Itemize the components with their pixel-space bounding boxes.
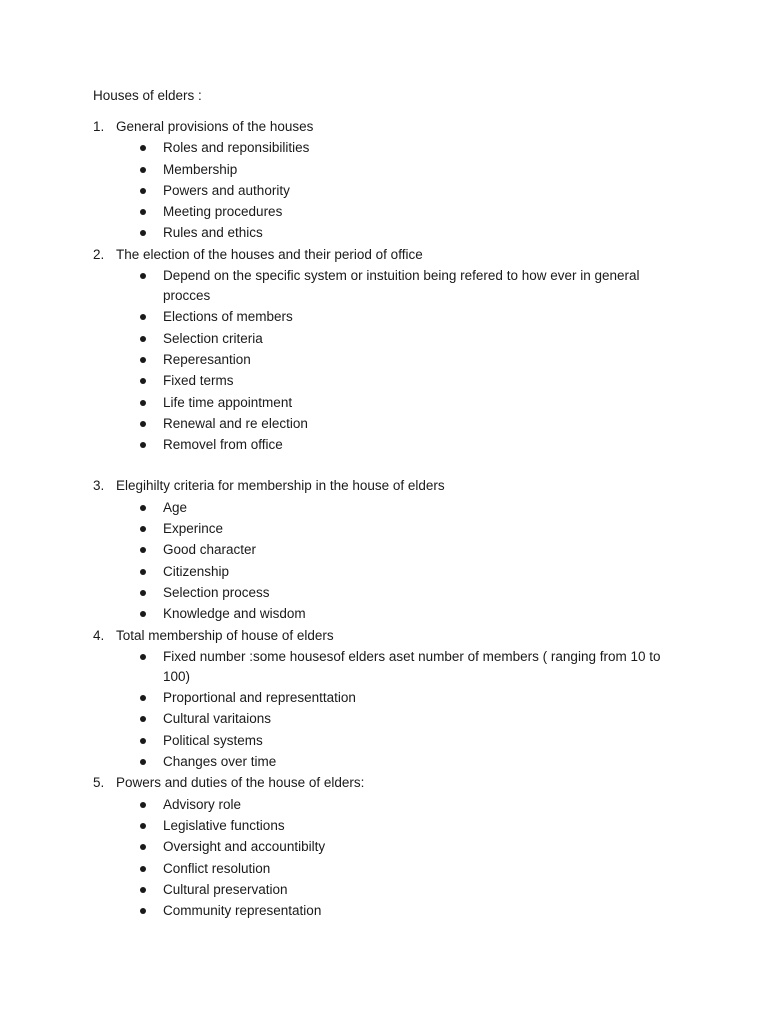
section-heading-text: Total membership of house of elders [116,627,334,643]
bullet-icon [140,908,146,914]
section-number: 2. [93,246,105,262]
list-item-text: Selection criteria [163,330,263,346]
bullet-icon [140,421,146,427]
list-item-text: Advisory role [163,796,242,812]
list-item-text: Depend on the specific system or instuition being refered to how ever in general procces [163,268,640,304]
list-item [0,181,670,202]
list-item-text: Life time appointment [163,394,293,410]
list-item-text: Removel from office [163,437,283,453]
section-heading [0,245,768,266]
list-item [0,138,670,159]
bullet-icon [140,716,146,722]
list-item [0,202,670,223]
list-item-text: Fixed number :some housesof elders aset number of members ( ranging from 10 to 100) [163,648,661,684]
list-item [0,731,670,752]
list-item [0,540,670,561]
list-item-text: Membership [163,161,238,177]
bullet-icon [140,802,146,808]
bullet-icon [140,378,146,384]
list-item-text: Cultural varitaions [163,711,272,727]
list-item [0,266,670,307]
list-item-text: Meeting procedures [163,204,283,220]
list-item-text: Citizenship [163,563,230,579]
section-1 [0,117,768,245]
list-item-text: Political systems [163,732,263,748]
bullet-list [0,498,768,626]
section-number: 4. [93,627,105,643]
section-heading-text: General provisions of the houses [116,119,314,134]
list-item-text: Legislative functions [163,817,285,833]
list-item-text: Powers and authority [163,182,290,198]
list-item-text: Reperesantion [163,351,251,367]
bullet-icon [140,145,146,151]
bullet-icon [140,887,146,893]
list-item-text: Changes over time [163,754,277,770]
list-item-text: Cultural preservation [163,881,288,897]
list-item [0,498,670,519]
bullet-icon [140,738,146,744]
bullet-list [0,795,768,923]
section-5 [0,773,768,922]
section-heading-text: The election of the houses and their period of office [116,246,423,262]
list-item [0,859,670,880]
list-item-text: Experince [163,521,224,537]
list-item [0,223,670,244]
list-item [0,583,670,604]
list-item-text: Community representation [163,903,322,919]
list-item [0,350,670,371]
list-item-text: Renewal and re election [163,415,308,431]
list-item [0,901,670,922]
bullet-icon [140,590,146,596]
list-item-text: Age [163,499,188,515]
list-item [0,519,670,540]
list-item [0,604,670,625]
section-number: 1. [93,119,105,134]
list-item [0,709,670,730]
bullet-icon [140,759,146,765]
bullet-icon [140,442,146,448]
bullet-icon [140,230,146,236]
bullet-icon [140,823,146,829]
list-item [0,562,670,583]
list-item-text: Oversight and accountibilty [163,839,326,855]
list-item [0,414,670,435]
list-item [0,837,670,858]
bullet-icon [140,505,146,511]
list-item [0,307,670,328]
bullet-icon [140,569,146,575]
section-heading-text: Powers and duties of the house of elders: [116,775,365,791]
list-item [0,329,670,350]
bullet-icon [140,188,146,194]
section-3 [0,476,768,625]
bullet-icon [140,866,146,872]
bullet-icon [140,526,146,532]
list-item-text: Knowledge and wisdom [163,606,306,622]
section-heading-text: Elegihilty criteria for membership in the house of elders [116,478,445,494]
document-title: Houses of elders : [93,88,202,103]
list-item-text: Rules and ethics [163,225,263,241]
section-number: 5. [93,775,105,791]
list-item-text: Roles and reponsibilities [163,140,310,156]
section-heading [0,117,768,138]
list-item [0,688,670,709]
bullet-icon [140,695,146,701]
bullet-icon [140,611,146,617]
list-item-text: Conflict resolution [163,860,271,876]
bullet-icon [140,167,146,173]
bullet-list [0,266,768,456]
bullet-icon [140,400,146,406]
bullet-icon [140,314,146,320]
list-item-text: Good character [163,542,257,558]
bullet-icon [140,357,146,363]
list-item-text: Elections of members [163,309,293,325]
bullet-icon [140,547,146,553]
list-item [0,880,670,901]
section-number: 3. [93,478,105,494]
list-item [0,393,670,414]
list-item-text: Proportional and representtation [163,690,356,706]
list-item [0,647,670,688]
list-item [0,795,670,816]
list-item [0,435,670,456]
bullet-list [0,138,768,244]
list-item [0,160,670,181]
section-heading [0,626,768,647]
bullet-icon [140,209,146,215]
section-heading [0,476,768,497]
section-4 [0,626,768,774]
list-item [0,816,670,837]
list-item-text: Selection process [163,584,270,600]
section-2 [0,245,768,457]
list-item [0,371,670,392]
list-item-text: Fixed terms [163,373,234,389]
section-heading [0,773,768,794]
bullet-icon [140,336,146,342]
bullet-list [0,647,768,773]
bullet-icon [140,844,146,850]
bullet-icon [140,654,146,660]
bullet-icon [140,273,146,279]
section-list [0,117,768,922]
list-item [0,752,670,773]
